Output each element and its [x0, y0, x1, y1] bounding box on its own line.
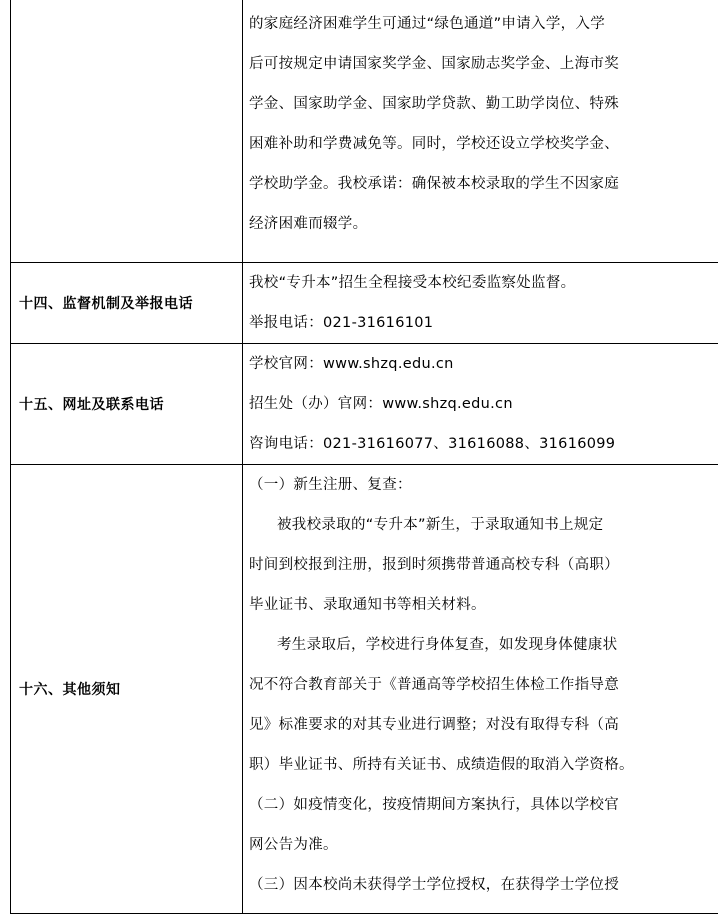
text-line: 学金、国家助学金、国家助学贷款、勤工助学岗位、特殊	[249, 96, 619, 112]
table-row	[11, 343, 718, 464]
text-line: （三）因本校尚未获得学士学位授权，在获得学士学位授	[249, 876, 619, 893]
text-line: 经济困难而辍学。	[249, 216, 368, 232]
text-line: 毕业证书、录取通知书等相关材料。	[249, 596, 486, 613]
text-line: 咨询电话：021-31616077、31616088、31616099	[249, 435, 616, 452]
table-row	[11, 0, 718, 262]
text-line: 学校官网：www.shzq.edu.cn	[249, 355, 454, 372]
admission-info-table	[10, 0, 718, 914]
text-line: 举报电话：021-31616101	[249, 314, 434, 331]
text-line: 职）毕业证书、所持有关证书、成绩造假的取消入学资格。	[249, 756, 634, 773]
text-line: 被我校录取的“专升本”新生，于录取通知书上规定	[277, 516, 604, 533]
text-line: 时间到校报到注册，报到时须携带普通高校专科（高职）	[249, 556, 619, 573]
row-content	[243, 343, 718, 464]
text-line: 后可按规定申请国家奖学金、国家励志奖学金、上海市奖	[249, 56, 619, 72]
text-line: 困难补助和学费减免等。同时，学校还设立学校奖学金、	[249, 136, 619, 152]
row-label: 十五、网址及联系电话	[11, 343, 243, 464]
table-row	[11, 262, 718, 343]
text-line: 考生录取后，学校进行身体复查，如发现身体健康状	[277, 636, 618, 653]
text-line: 网公告为准。	[249, 836, 338, 853]
row-label: 十四、监督机制及举报电话	[11, 262, 243, 343]
table-row	[11, 464, 718, 913]
row-label: 十六、其他须知	[11, 464, 243, 913]
row-content	[243, 0, 718, 262]
text-line: 我校“专升本”招生全程接受本校纪委监察处监督。	[249, 274, 576, 291]
row-content	[243, 464, 718, 913]
text-line: 学校助学金。我校承诺：确保被本校录取的学生不因家庭	[249, 176, 619, 192]
text-line: （二）如疫情变化，按疫情期间方案执行，具体以学校官	[249, 796, 619, 813]
text-line: （一）新生注册、复查：	[249, 476, 412, 493]
text-line: 的家庭经济困难学生可通过“绿色通道”申请入学，入学	[249, 16, 606, 32]
text-line: 见》标准要求的对其专业进行调整；对没有取得专科（高	[249, 716, 619, 733]
text-line: 招生处（办）官网：www.shzq.edu.cn	[249, 395, 513, 412]
text-line: 况不符合教育部关于《普通高等学校招生体检工作指导意	[249, 676, 619, 693]
row-content	[243, 262, 718, 343]
row-label	[11, 0, 243, 262]
